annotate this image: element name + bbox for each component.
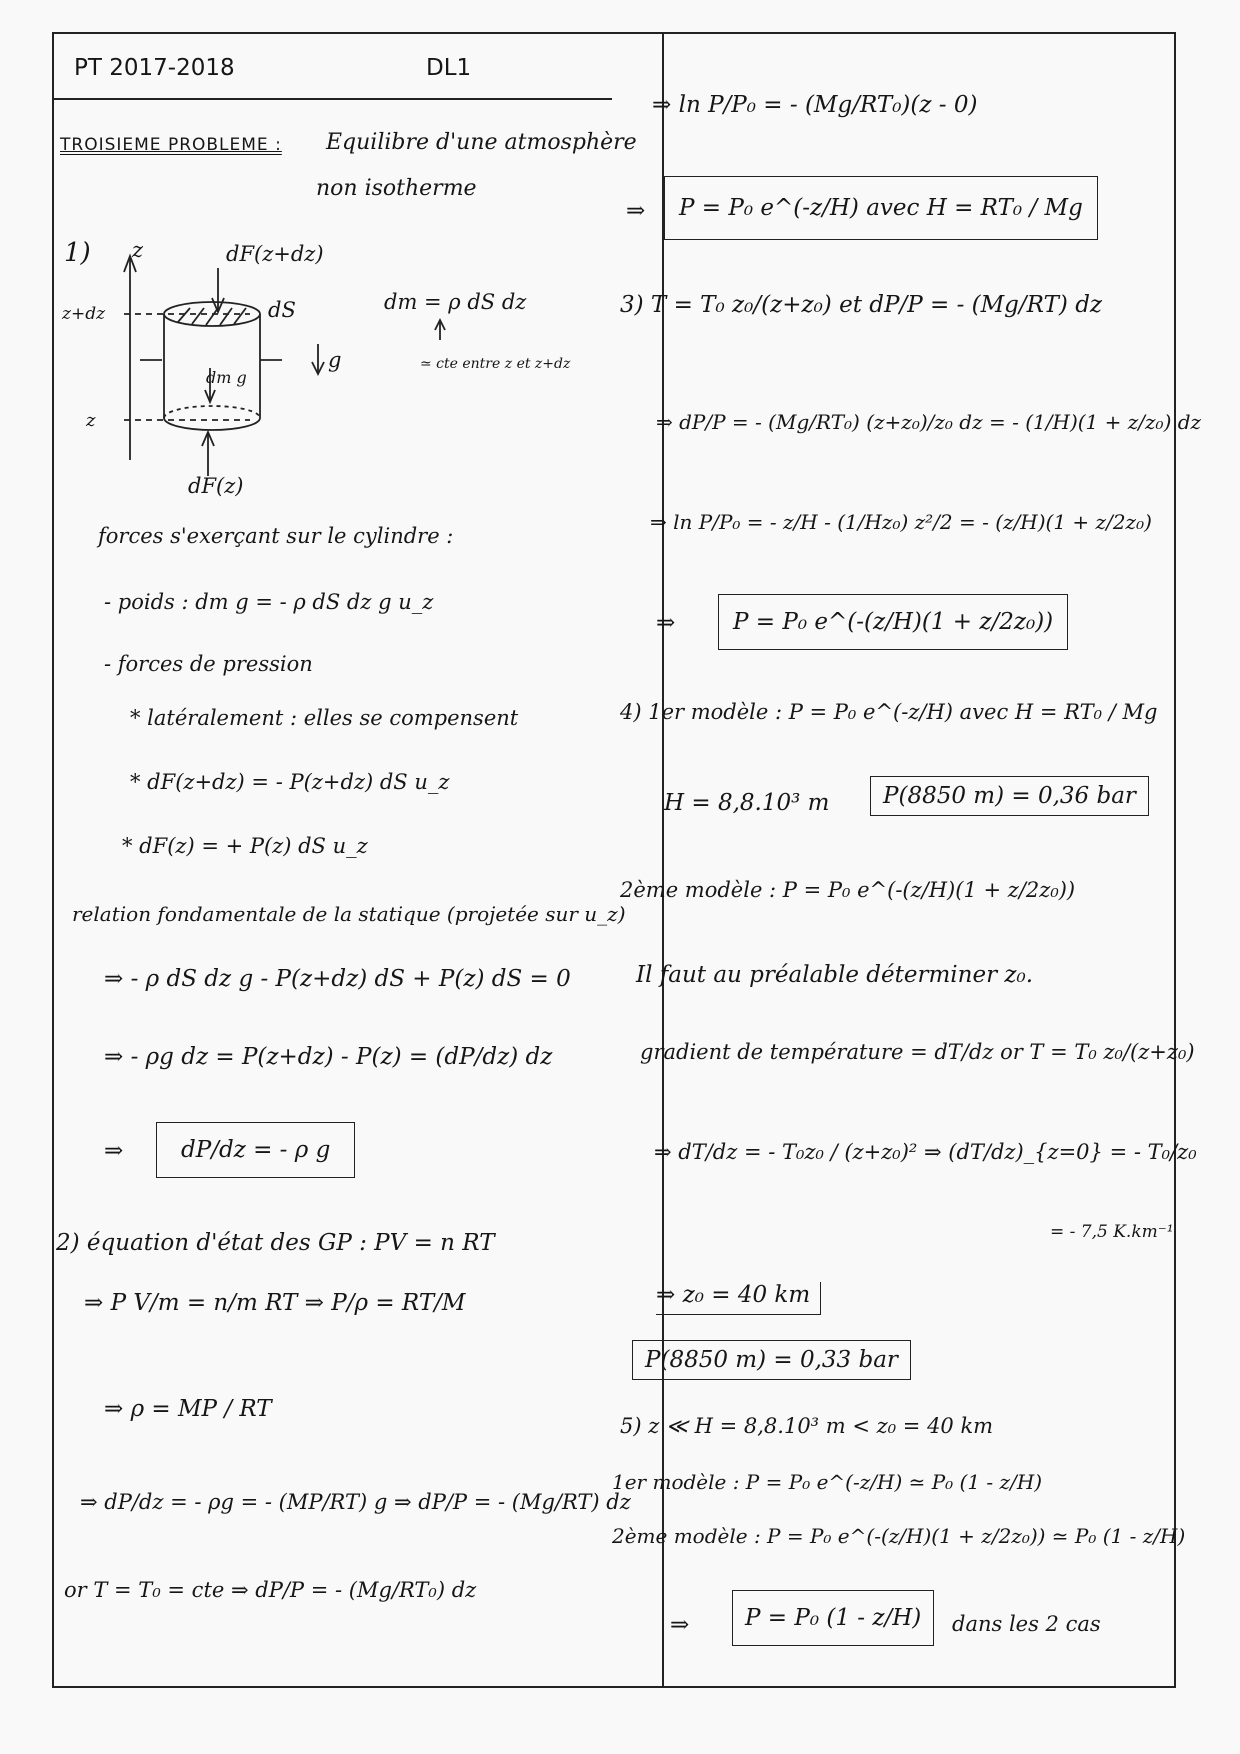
gravity-label: g: [328, 348, 342, 372]
result-isotherm: P = P₀ e^(-z/H) avec H = RT₀ / Mg: [664, 176, 1098, 240]
model-2-equation: 2ème modèle : P = P₀ e^(-(z/H)(1 + z/2z₀)): [620, 878, 1076, 902]
equation-statics-2: ⇒ - ρg dz = P(z+dz) - P(z) = (dP/dz) dz: [104, 1044, 553, 1070]
equation-density: ⇒ ρ = MP / RT: [104, 1396, 272, 1422]
forces-heading: forces s'exerçant sur le cylindre :: [98, 524, 454, 548]
result-pressure-gradient: dP/dz = - ρ g: [156, 1122, 355, 1178]
question-1-label: 1): [64, 238, 91, 268]
question-3-heading: 3) T = T₀ z₀/(z+z₀) et dP/P = - (Mg/RT) dz: [620, 292, 1103, 318]
final-result: P = P₀ (1 - z/H): [732, 1590, 934, 1646]
question-2-heading: 2) équation d'état des GP : PV = n RT: [56, 1230, 495, 1256]
assignment-label: DL1: [426, 55, 472, 81]
equation-r3: ⇒ dP/P = - (Mg/RT₀) (z+z₀)/z₀ dz = - (1/H)(1 + z/z₀) dz: [656, 410, 1202, 434]
course-label: PT 2017-2018: [74, 55, 235, 81]
force-bottom-equation: * dF(z) = + P(z) dS u_z: [122, 834, 368, 858]
equation-gradient: ⇒ dT/dz = - T₀z₀ / (z+z₀)² ⇒ (dT/dz)_{z=0} = - T₀/z₀: [654, 1140, 1197, 1164]
mass-element-equation: dm = ρ dS dz: [384, 290, 527, 314]
problem-label: TROISIEME PROBLEME :: [60, 135, 282, 155]
weight-equation: - poids : dm g = - ρ dS dz g u_z: [104, 590, 434, 614]
force-top-label: dF(z+dz): [226, 242, 324, 266]
density-note: ≃ cte entre z et z+dz: [420, 356, 571, 372]
equation-r4: ⇒ ln P/P₀ = - z/H - (1/Hz₀) z²/2 = - (z/H)(1 + z/2z₀): [650, 510, 1152, 534]
statics-relation-heading: relation fondamentale de la statique (projetée sur u_z): [72, 902, 626, 926]
implies-arrow-r5: ⇒: [656, 610, 676, 636]
equation-statics-1: ⇒ - ρ dS dz g - P(z+dz) dS + P(z) dS = 0: [104, 966, 571, 992]
lateral-forces-text: * latéralement : elles se compensent: [130, 706, 519, 730]
pressure-heading: - forces de pression: [104, 652, 313, 676]
gradient-value: = - 7,5 K.km⁻¹: [1050, 1222, 1174, 1242]
equation-gas-1: ⇒ P V/m = n/m RT ⇒ P/ρ = RT/M: [84, 1290, 466, 1316]
result-pressure-model-2: P(8850 m) = 0,33 bar: [632, 1340, 911, 1380]
final-note: dans les 2 cas: [952, 1612, 1101, 1636]
temperature-gradient-text: gradient de température = dT/dz or T = T₀ z₀/(z+z₀): [640, 1040, 1195, 1064]
z-plus-dz-label: z+dz: [62, 304, 106, 324]
implies-arrow: ⇒: [104, 1138, 124, 1164]
force-bottom-label: dF(z): [188, 474, 244, 498]
equation-gas-2: ⇒ dP/dz = - ρg = - (MP/RT) g ⇒ dP/P = - (Mg/RT) dz: [80, 1490, 631, 1514]
implies-arrow-final: ⇒: [670, 1612, 690, 1638]
result-pressure-model-1: P(8850 m) = 0,36 bar: [870, 776, 1149, 816]
question-4-heading: 4) 1er modèle : P = P₀ e^(-z/H) avec H = RT₀ / Mg: [620, 700, 1158, 724]
equation-r1: ⇒ ln P/P₀ = - (Mg/RT₀)(z - 0): [652, 92, 978, 118]
axis-z-label: z: [132, 238, 144, 262]
problem-subtitle: non isotherme: [316, 176, 477, 201]
equation-isotherm: or T = T₀ = cte ⇒ dP/P = - (Mg/RT₀) dz: [64, 1578, 477, 1602]
problem-title: Equilibre d'une atmosphère: [326, 130, 637, 155]
model-1-approx: 1er modèle : P = P₀ e^(-z/H) ≃ P₀ (1 - z/H): [612, 1470, 1043, 1494]
height-scale-value: H = 8,8.10³ m: [664, 790, 830, 816]
surface-dS-label: dS: [268, 298, 296, 322]
implies-arrow-r2: ⇒: [626, 198, 646, 224]
force-top-equation: * dF(z+dz) = - P(z+dz) dS u_z: [130, 770, 450, 794]
z0-value: ⇒ z₀ = 40 km: [656, 1282, 821, 1315]
z-low-label: z: [86, 410, 96, 431]
determine-z0-text: Il faut au préalable déterminer z₀.: [636, 962, 1034, 988]
weight-label: dm g: [206, 368, 247, 387]
model-2-approx: 2ème modèle : P = P₀ e^(-(z/H)(1 + z/2z₀)) ≃ P₀ (1 - z/H): [612, 1524, 1186, 1548]
result-nonisotherm: P = P₀ e^(-(z/H)(1 + z/2z₀)): [718, 594, 1068, 650]
question-5-heading: 5) z ≪ H = 8,8.10³ m < z₀ = 40 km: [620, 1414, 994, 1438]
